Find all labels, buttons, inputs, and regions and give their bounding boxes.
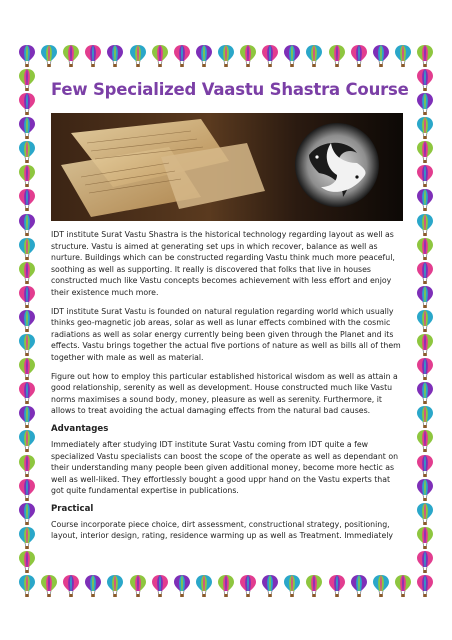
- hot-air-balloon-icon: [151, 574, 169, 598]
- hot-air-balloon-icon: [18, 44, 36, 68]
- hot-air-balloon-icon: [151, 44, 169, 68]
- hot-air-balloon-icon: [40, 44, 58, 68]
- hot-air-balloon-icon: [328, 44, 346, 68]
- hot-air-balloon-icon: [84, 574, 102, 598]
- hot-air-balloon-icon: [416, 574, 434, 598]
- balloon-border-top: [18, 44, 434, 68]
- hot-air-balloon-icon: [18, 454, 36, 478]
- hot-air-balloon-icon: [18, 188, 36, 212]
- hot-air-balloon-icon: [416, 357, 434, 381]
- hot-air-balloon-icon: [18, 92, 36, 116]
- hot-air-balloon-icon: [416, 68, 434, 92]
- hot-air-balloon-icon: [416, 164, 434, 188]
- hot-air-balloon-icon: [18, 550, 36, 574]
- hot-air-balloon-icon: [18, 213, 36, 237]
- hot-air-balloon-icon: [18, 68, 36, 92]
- hot-air-balloon-icon: [416, 309, 434, 333]
- paragraph-3: Figure out how to employ this particular established historical wisdom as well as attain a good relationship, serenity as well as development. House constructed much like Vastu norms maximises a sound body, money, pleasure as well as serenity. Furthermore, it allows to treat avoiding the actual damaging effects from the natural bad causes.: [51, 371, 398, 416]
- hot-air-balloon-icon: [18, 140, 36, 164]
- balloon-border-right: [416, 68, 434, 574]
- hot-air-balloon-icon: [305, 44, 323, 68]
- hot-air-balloon-icon: [129, 574, 147, 598]
- hot-air-balloon-icon: [416, 261, 434, 285]
- hot-air-balloon-icon: [239, 574, 257, 598]
- hot-air-balloon-icon: [305, 574, 323, 598]
- hot-air-balloon-icon: [84, 44, 102, 68]
- hot-air-balloon-icon: [261, 574, 279, 598]
- hot-air-balloon-icon: [416, 140, 434, 164]
- advantages-paragraph: Immediately after studying IDT institute Surat Vastu coming from IDT quite a few specialized Vastu specialists can boost the scope of the operate as well as dependant on their understanding many people been given additional money, become more hectic as well as well-liked. They effortlessly bought a good uppr hand on the Vastu experts that got quite fundamental expertise in publications.: [51, 439, 399, 496]
- hot-air-balloon-icon: [106, 44, 124, 68]
- practical-paragraph: Course incorporate piece choice, dirt assessment, constructional strategy, positioning, layout, interior design, rating, residence warming up as well as Treatment. Immediately: [51, 519, 394, 541]
- hot-air-balloon-icon: [328, 574, 346, 598]
- hot-air-balloon-icon: [195, 44, 213, 68]
- hot-air-balloon-icon: [372, 574, 390, 598]
- hot-air-balloon-icon: [18, 381, 36, 405]
- page-title: Few Specialized Vaastu Shastra Course: [51, 80, 409, 99]
- hot-air-balloon-icon: [239, 44, 257, 68]
- hot-air-balloon-icon: [416, 237, 434, 261]
- hot-air-balloon-icon: [18, 333, 36, 357]
- hot-air-balloon-icon: [350, 44, 368, 68]
- hot-air-balloon-icon: [416, 550, 434, 574]
- hot-air-balloon-icon: [18, 261, 36, 285]
- hot-air-balloon-icon: [18, 405, 36, 429]
- hot-air-balloon-icon: [129, 44, 147, 68]
- hot-air-balloon-icon: [416, 44, 434, 68]
- hot-air-balloon-icon: [18, 429, 36, 453]
- practical-heading: Practical: [51, 503, 94, 514]
- hot-air-balloon-icon: [18, 164, 36, 188]
- hot-air-balloon-icon: [416, 526, 434, 550]
- hot-air-balloon-icon: [416, 92, 434, 116]
- hot-air-balloon-icon: [18, 357, 36, 381]
- hot-air-balloon-icon: [18, 526, 36, 550]
- hot-air-balloon-icon: [372, 44, 390, 68]
- hot-air-balloon-icon: [416, 502, 434, 526]
- hot-air-balloon-icon: [416, 454, 434, 478]
- hot-air-balloon-icon: [18, 309, 36, 333]
- hot-air-balloon-icon: [18, 285, 36, 309]
- document-content: [51, 80, 409, 549]
- hot-air-balloon-icon: [416, 405, 434, 429]
- hot-air-balloon-icon: [416, 333, 434, 357]
- paragraph-1: IDT institute Surat Vastu Shastra is the historical technology regarding layout as well as structure. Vastu is aimed at generating set ups in which recover, balance as well as nurture. Buildings which can be constructed regarding Vastu think much more peaceful, soothing as well as supporting. It really is discovered that folks that live in houses constructed much like Vastu concepts becomes achievement with less effort and enjoy their existence much more.: [51, 230, 395, 297]
- hot-air-balloon-icon: [283, 574, 301, 598]
- hot-air-balloon-icon: [18, 237, 36, 261]
- hot-air-balloon-icon: [18, 478, 36, 502]
- hot-air-balloon-icon: [416, 116, 434, 140]
- hot-air-balloon-icon: [394, 44, 412, 68]
- hot-air-balloon-icon: [62, 574, 80, 598]
- balloon-border-left: [18, 68, 36, 574]
- hot-air-balloon-icon: [416, 478, 434, 502]
- hot-air-balloon-icon: [173, 574, 191, 598]
- hot-air-balloon-icon: [195, 574, 213, 598]
- hot-air-balloon-icon: [416, 429, 434, 453]
- hot-air-balloon-icon: [261, 44, 279, 68]
- hot-air-balloon-icon: [217, 574, 235, 598]
- hot-air-balloon-icon: [18, 502, 36, 526]
- hot-air-balloon-icon: [283, 44, 301, 68]
- hot-air-balloon-icon: [62, 44, 80, 68]
- hot-air-balloon-icon: [173, 44, 191, 68]
- hot-air-balloon-icon: [416, 213, 434, 237]
- hot-air-balloon-icon: [18, 116, 36, 140]
- advantages-heading: Advantages: [51, 423, 109, 434]
- body-text: [51, 229, 403, 542]
- hot-air-balloon-icon: [394, 574, 412, 598]
- hot-air-balloon-icon: [217, 44, 235, 68]
- hot-air-balloon-icon: [416, 285, 434, 309]
- hot-air-balloon-icon: [106, 574, 124, 598]
- balloon-border-bottom: [18, 574, 434, 598]
- hot-air-balloon-icon: [416, 381, 434, 405]
- scrolls-and-koi-fish-image: [51, 113, 403, 221]
- hot-air-balloon-icon: [18, 574, 36, 598]
- hot-air-balloon-icon: [350, 574, 368, 598]
- paragraph-2: IDT institute Surat Vastu is founded on natural regulation regarding world which usually thinks geo-magnetic job areas, solar as well as lunar effects combined with the cosmic radiations as well as solar energy currently being been given through the Planet and its effects. Vastu brings together the actual five portions of nature as well as bills all of them together with male as well as material.: [51, 306, 401, 362]
- hot-air-balloon-icon: [40, 574, 58, 598]
- hot-air-balloon-icon: [416, 188, 434, 212]
